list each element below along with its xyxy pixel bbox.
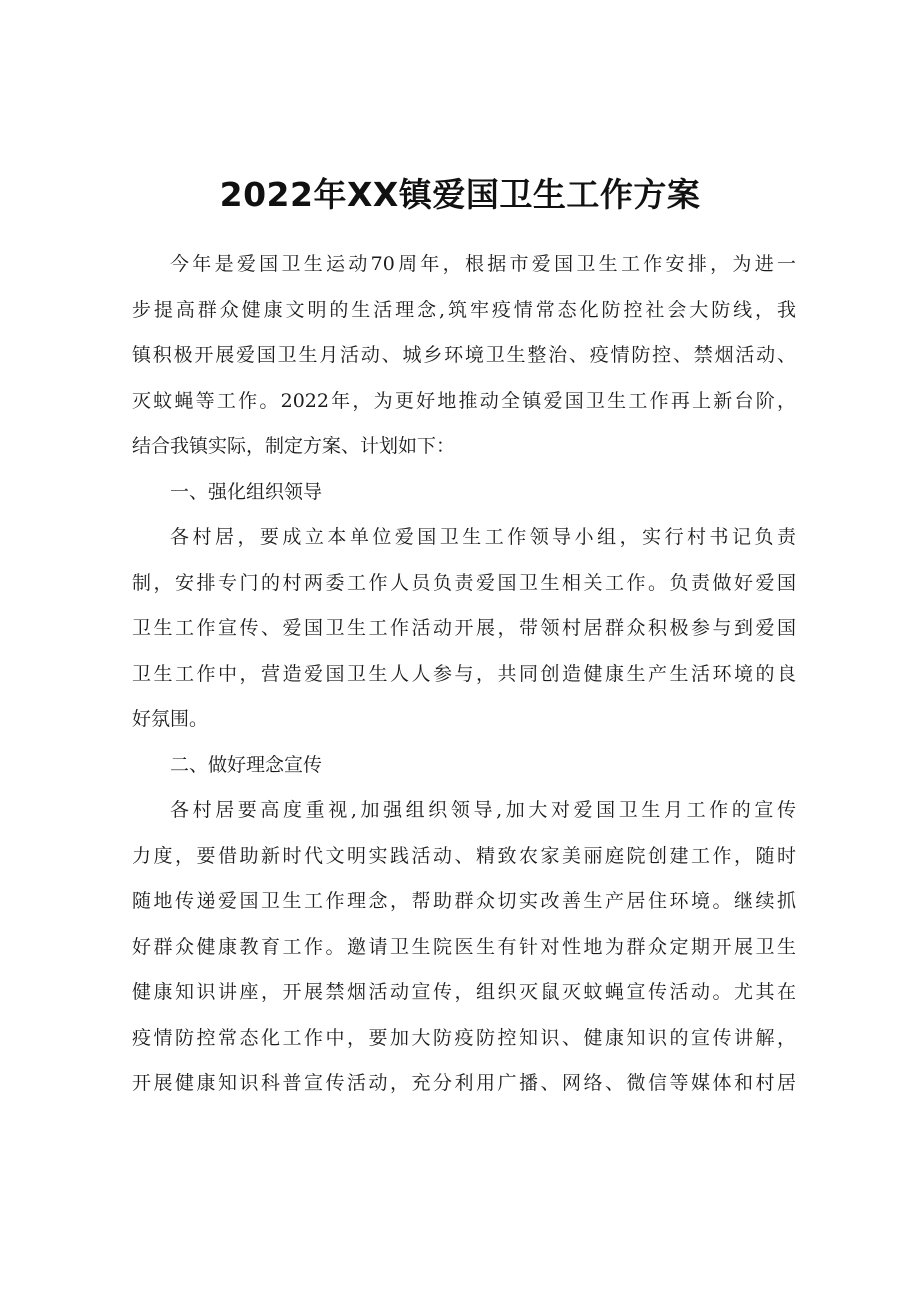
paragraph-line: 疫情防控常态化工作中，要加大防疫防控知识、健康知识的宣传讲解， — [132, 1026, 796, 1049]
paragraph-line: 好群众健康教育工作。邀请卫生院医生有针对性地为群众定期开展卫生 — [132, 935, 796, 958]
paragraph-line: 各村居，要成立本单位爱国卫生工作领导小组，实行村书记负责 — [170, 526, 796, 548]
paragraph-line: 随地传递爱国卫生工作理念，帮助群众切实改善生产居住环境。继续抓 — [132, 890, 796, 912]
paragraph-line: 步提高群众健康文明的生活理念,筑牢疫情常态化防控社会大防线，我 — [132, 298, 796, 321]
paragraph-line: 灭蚊蝇等工作。2022年，为更好地推动全镇爱国卫生工作再上新台阶， — [132, 389, 796, 412]
paragraph-line: 各村居要高度重视,加强组织领导,加大对爱国卫生月工作的宣传 — [170, 799, 796, 821]
paragraph-line: 卫生工作宣传、爱国卫生工作活动开展，带领村居群众积极参与到爱国 — [132, 617, 796, 639]
paragraph-line: 今年是爱国卫生运动70周年，根据市爱国卫生工作安排，为进一 — [170, 253, 796, 275]
paragraph-line: 好氛围。 — [132, 708, 209, 730]
document-title: 2022年XX镇爱国卫生工作方案 — [219, 175, 701, 214]
section-heading: 二、做好理念宣传 — [170, 753, 323, 776]
paragraph-line: 卫生工作中，营造爱国卫生人人参与，共同创造健康生产生活环境的良 — [132, 662, 796, 685]
section-heading: 一、强化组织领导 — [170, 480, 323, 503]
paragraph-line: 结合我镇实际，制定方案、计划如下： — [132, 435, 456, 457]
paragraph-line: 镇积极开展爱国卫生月活动、城乡环境卫生整治、疫情防控、禁烟活动、 — [132, 344, 796, 366]
paragraph-line: 力度，要借助新时代文明实践活动、精致农家美丽庭院创建工作，随时 — [132, 844, 796, 867]
paragraph-line: 开展健康知识科普宣传活动，充分利用广播、网络、微信等媒体和村居 — [132, 1072, 796, 1094]
document-body — [132, 242, 796, 1107]
paragraph-line: 制，安排专门的村两委工作人员负责爱国卫生相关工作。负责做好爱国 — [132, 571, 796, 594]
paragraph-line: 健康知识讲座，开展禁烟活动宣传，组织灭鼠灭蚊蝇宣传活动。尤其在 — [132, 981, 796, 1003]
